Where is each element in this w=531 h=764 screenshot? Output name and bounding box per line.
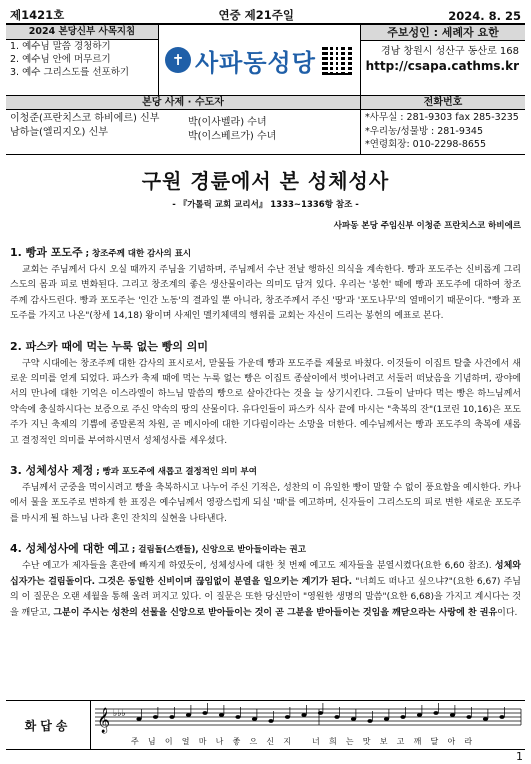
music-note xyxy=(219,713,224,717)
music-note xyxy=(384,717,389,721)
article-subtitle: - 『가톨릭 교회 교리서』 1333~1336항 참조 - xyxy=(172,200,359,210)
music-note xyxy=(466,715,471,719)
music-note xyxy=(301,713,306,717)
pastoral-item: 2. 예수님 안에 머무르기 xyxy=(10,54,111,65)
music-note xyxy=(499,715,504,719)
section-paragraph: 구약 시대에는 창조주께 대한 감사의 표시로서, 맏물들 가운데 빵과 포도주를 제물로 바쳤다. 이것들이 이집트 탈출 사건에서 새로운 의미를 얻게 되었다. 파스카 축제 때에 먹는 누룩 없는 빵은 이집트 종살이에서 벗어나려고 서둘러 떠났음을 기념하며, 광야에서의 만나에 대한 기억은 이스라엘이 하느님 말씀의 빵으로 살아간다는 것을 늘 상기시킨다. 그들이 날마다 먹는 빵은 하느님께서 약속에 충실하시다는 보증으로 주신 약속의 땅의 산물이다. 유다인들이 파스카 식사 끝에 마시는 "축복의 잔"(1코린 10,16)은 포도주가 지닌 축제의 기쁨에 종말론적 차원, 곧 메시아에 대한 기다림이라는 소망을 더한다. 예수님께서는 빵과 포도주의 축복에 새롭고 결정적인 의미를 부여하시면서 성체성사를 세우셨다. xyxy=(10,358,521,446)
svg-text:♭♭♭: ♭♭♭ xyxy=(113,709,126,719)
contact-line: *연령회장: 010-2298-8655 xyxy=(365,139,487,150)
music-note xyxy=(202,711,207,715)
top-bar xyxy=(6,6,525,25)
music-note xyxy=(351,717,356,721)
music-note xyxy=(334,715,339,719)
page-number: 1 xyxy=(516,750,523,763)
music-note xyxy=(483,717,488,721)
music-note xyxy=(252,717,257,721)
music-note xyxy=(186,713,191,717)
sister-name: 박(이사벨라) 수녀 xyxy=(188,117,267,128)
contact-title: 전화번호 xyxy=(361,96,525,110)
section-heading: 2. 파스카 때에 먹는 누룩 없는 빵의 의미 xyxy=(10,339,209,353)
bulletin-page xyxy=(6,6,525,621)
priest-name: 이청준(프란치스코 하비에르) 신부 xyxy=(10,113,160,124)
issue-date: 2024. 8. 25 xyxy=(448,9,521,23)
contact-line: *사무실 : 281-9303 fax 285-3235 xyxy=(365,112,519,123)
pastoral-item: 1. 예수님 말씀 경청하기 xyxy=(10,41,111,52)
contact-line: *우리농/성물방 : 281-9345 xyxy=(365,125,483,137)
issue-number: 제1421호 xyxy=(10,8,65,22)
music-note xyxy=(433,711,438,715)
section-heading: 3. 성체성사 제정 ; 빵과 포도주에 새롭고 결정적인 의미 부여 xyxy=(10,464,257,478)
church-address: 경남 창원시 성산구 동산로 168 xyxy=(380,46,519,57)
section-heading: 1. 빵과 포도주 ; 창조주께 대한 감사의 표시 xyxy=(10,246,192,259)
church-url[interactable]: http://csapa.cathms.kr xyxy=(365,59,519,73)
music-note xyxy=(400,715,405,719)
music-note xyxy=(367,719,372,723)
cross-emblem-icon: ✝ xyxy=(165,47,191,73)
staff-section xyxy=(6,96,525,155)
psalm-label: 화답송 xyxy=(6,701,91,749)
section-paragraph: 주님께서 군중을 먹이시려고 빵을 축복하시고 나누어 주신 기적은, 성찬의 이 유일한 빵이 말할 수 없이 풍요함을 예시한다. 카나에서 물을 포도주로 변하게 한 표징은 예수님께서 영광스럽게 되실 '때'를 예고하며, 신자들이 그리스도의 피로 변한 새로운 포도주를 마시게 될 하느님 나라 혼인 잔치의 실현을 나타낸다. xyxy=(10,483,521,524)
pastoral-item: 3. 예수 그리스도를 선포하기 xyxy=(10,67,130,78)
section-heading: 4. 성체성사에 대한 예고 ; 걸림돌(스캔들), 신앙으로 받아들이라는 권고 xyxy=(10,542,306,556)
staff-title: 본당 사제 · 수도자 xyxy=(6,96,360,110)
church-brand xyxy=(159,25,361,95)
sister-name: 박(이스베르가) 수녀 xyxy=(188,131,277,142)
church-name: 사파동성당 xyxy=(195,48,316,77)
section-paragraph: 교회는 주님께서 다시 오실 때까지 주님을 기념하며, 주님께서 수난 전날 행하신 의식을 계속한다. 빵과 포도주는 신비롭게 그리스도의 몸과 피로 변화된다. 그리고 창조계의 좋은 생산물이라는 의미도 담겨 있다. 우리는 '봉헌' 때에 빵과 포도주에 대하여 창조주께 감사드린다. 빵과 포도주는 '인간 노동'의 결과일 뿐 아니라, 창조주께서 주신 '땅'과 '포도나무'의 열매이기 때문이다. "빵과 포도주를 가지고 나온"(창세 14,18) 왕이며 사제인 멜키체덱의 행위를 교회는 자신이 드리는 봉헌의 예표로 본다. xyxy=(10,265,521,322)
psalm-lyrics: 주님이얼마나좋으신지 너희는맛보고깨달아라 xyxy=(131,737,482,746)
priest-name: 남하늘(엘리지오) 신부 xyxy=(10,127,108,138)
liturgical-week: 연중 제21주일 xyxy=(218,8,295,22)
header xyxy=(6,25,525,96)
responsorial-psalm xyxy=(6,700,525,750)
music-staff xyxy=(91,701,525,749)
music-note xyxy=(450,713,455,717)
music-note xyxy=(417,713,422,717)
treble-clef-icon: 𝄞 xyxy=(97,708,111,733)
pastoral-title: 2024 본당신부 사목지침 xyxy=(6,25,158,40)
music-note xyxy=(153,715,158,719)
music-note xyxy=(268,719,273,723)
patron-saint: 주보성인 : 세례자 요한 xyxy=(361,25,525,41)
music-note xyxy=(136,717,141,721)
pastoral-guidelines xyxy=(6,25,159,95)
article-title: 구원 경륜에서 본 성체성사 xyxy=(141,169,390,193)
music-note xyxy=(235,715,240,719)
music-note xyxy=(285,715,290,719)
church-info xyxy=(361,25,525,95)
music-note xyxy=(318,711,323,715)
section-paragraph: 수난 예고가 제자들을 혼란에 빠지게 하였듯이, 성체성사에 대한 첫 번째 예고도 제자들을 분열시켰다(요한 6,60 참조). 성체와 십자가는 걸림돌이다. 그것은 동일한 신비이며 끊임없이 분열을 일으키는 계기가 된다. "너희도 떠나고 싶으냐?"(요한 6,67) 주님의 이 질문은 오랜 세월을 통해 울려 퍼지고 있다. 이 질문은 또한 당신만이 "영원한 생명의 말씀"(요한 6,68)을 가지고 계시다는 것을 깨닫고, 그분이 주시는 성찬의 선물을 신앙으로 받아들이는 것이 곧 그분을 받아들이는 것임을 깨닫으라는 사랑에 찬 권유이다. xyxy=(10,561,521,618)
qr-code-icon[interactable] xyxy=(322,45,352,75)
music-note xyxy=(169,715,174,719)
article-author: 사파동 본당 주임신부 이청준 프란치스코 하비에르 xyxy=(333,221,521,231)
